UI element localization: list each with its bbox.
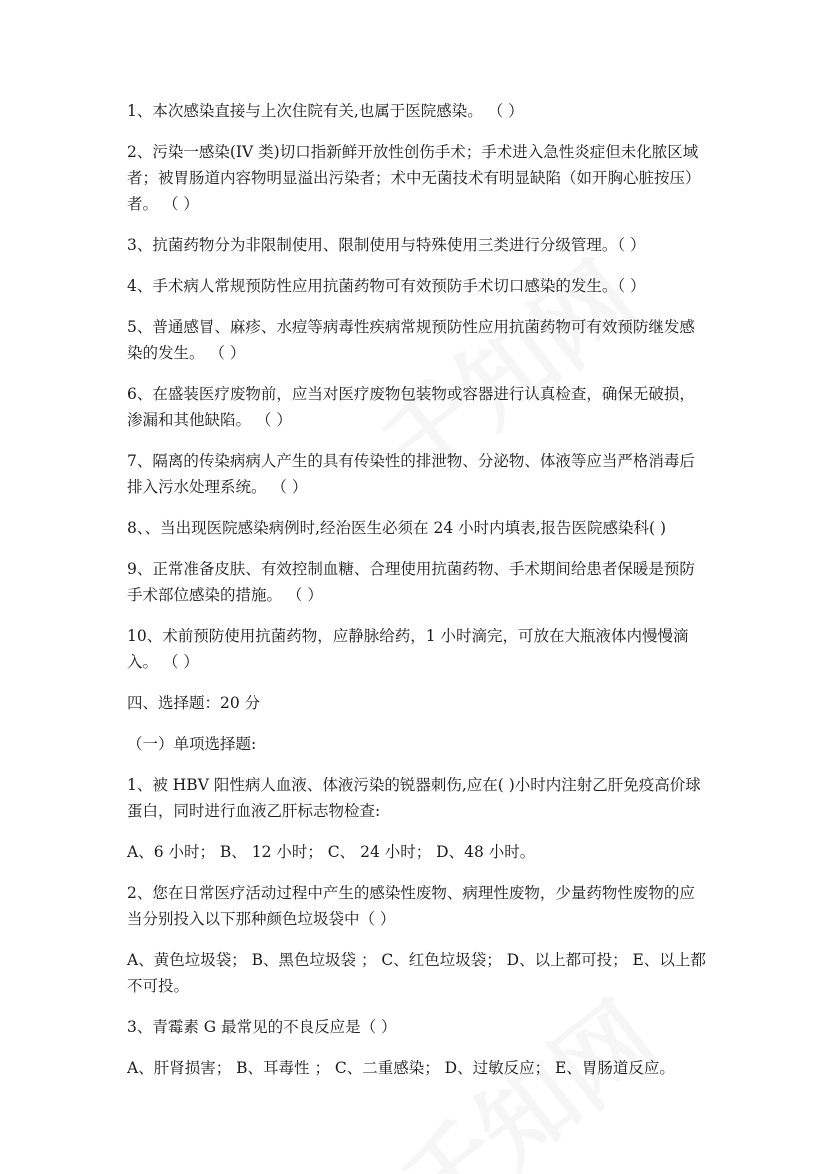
question-tf-3: 3、抗菌药物分为非限制使用、限制使用与特殊使用三类进行分级管理。（ ） <box>127 236 646 254</box>
question-tf-4: 4、手术病人常规预防性应用抗菌药物可有效预防手术切口感染的发生。（ ） <box>127 277 646 295</box>
question-mc-3-options: A、肝肾损害； B、耳毒性 ； C、二重感染； D、过敏反应； E、胃肠道反应。 <box>127 1059 675 1077</box>
question-tf-2: 2、污染一感染(IV 类)切口指新鲜开放性创伤手术；手术进入急性炎症但未化脓区域者；被胃肠道内容物明显溢出污染者；术中无菌技术有明显缺陷（如开胸心脏按压）者。 （ ） <box>127 143 701 213</box>
question-mc-3: 3、青霉素 G 最常见的不良反应是（ ） <box>127 1018 397 1036</box>
question-mc-2: 2、您在日常医疗活动过程中产生的感染性废物、病理性废物，少量药物性废物的应当分别投入以下那种颜色垃圾袋中（ ） <box>127 884 695 928</box>
question-mc-1-options: A、6 小时； B、 12 小时； C、 24 小时； D、48 小时。 <box>127 843 536 861</box>
section-heading: 四、选择题：20 分 <box>127 694 261 712</box>
document-body <box>127 98 707 1096</box>
question-tf-6: 6、在盛装医疗废物前，应当对医疗废物包装物或容器进行认真检查，确保无破损，渗漏和其他缺陷。 （ ） <box>127 385 695 429</box>
question-tf-7: 7、隔离的传染病病人产生的具有传染性的排泄物、分泌物、体液等应当严格消毒后排入污水处理系统。 （ ） <box>127 452 695 496</box>
question-tf-9: 9、正常准备皮肤、有效控制血糖、合理使用抗菌药物、手术期间给患者保暖是预防手术部位感染的措施。 （ ） <box>127 560 695 604</box>
question-tf-10: 10、术前预防使用抗菌药物，应静脉给药，1 小时滴完，可放在大瓶液体内慢慢滴入。 （ ） <box>127 627 689 671</box>
subsection-heading: （一）单项选择题: <box>127 735 257 753</box>
question-tf-8: 8、、当出现医院感染病例时,经治医生必须在 24 小时内填表,报告医院感染科( ) <box>127 519 667 537</box>
question-mc-1: 1、被 HBV 阳性病人血液、体液污染的锐器刺伤,应在( )小时内注射乙肝免疫高价球蛋白，同时进行血液乙肝标志物检查: <box>127 776 701 820</box>
question-mc-2-options: A、黄色垃圾袋； B、黑色垃圾袋 ； C、红色垃圾袋； D、以上都可投； E、以上都不可投。 <box>127 951 706 995</box>
question-tf-5: 5、普通感冒、麻疹、水痘等病毒性疾病常规预防性应用抗菌药物可有效预防继发感染的发生。 （ ） <box>127 318 695 362</box>
question-tf-1: 1、本次感染直接与上次住院有关,也属于医院感染。 （ ） <box>127 102 524 120</box>
